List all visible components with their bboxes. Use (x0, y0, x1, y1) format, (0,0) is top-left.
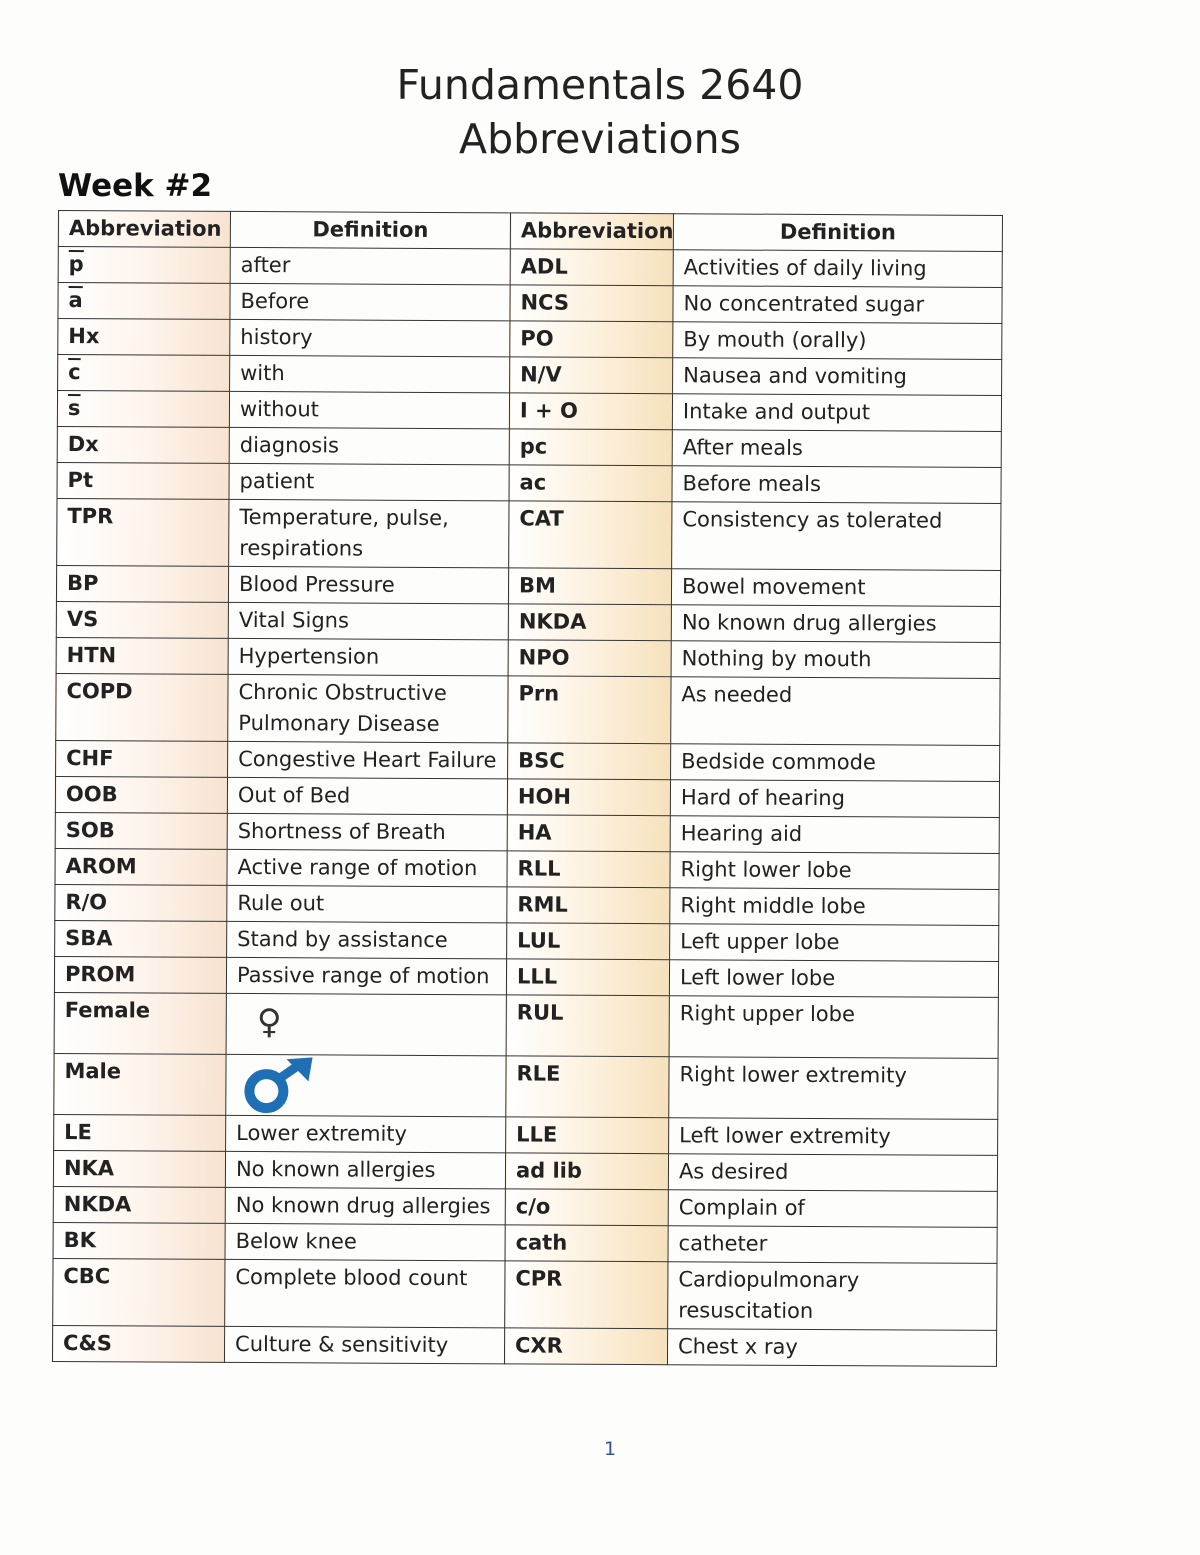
abbreviation-cell-text: Pt (67, 468, 94, 493)
definition-cell (672, 430, 1001, 468)
definition-cell (226, 957, 506, 994)
abbreviation-cell-text: CHF (66, 746, 114, 771)
table-row (52, 1325, 996, 1366)
definition-cell (229, 499, 509, 567)
table-row (58, 319, 1002, 360)
abbreviation-cell-text: $\overline{p}$ (68, 252, 84, 277)
definition-cell (227, 849, 507, 886)
abbreviation-cell (57, 426, 229, 463)
definition-cell-text: Shortness of Breath (237, 818, 446, 845)
definition-cell-text: Consistency as tolerated (682, 507, 943, 533)
definition-cell-text: Left upper lobe (680, 929, 840, 955)
abbreviation-cell (505, 1261, 668, 1329)
abbreviation-cell-text: Dx (67, 432, 99, 457)
table-row (53, 1258, 997, 1330)
abbreviation-cell (508, 604, 671, 641)
abbreviation-cell-text: HOH (517, 784, 572, 809)
abbreviation-cell-text: Hx (68, 324, 100, 349)
definition-cell-text: No known allergies (235, 1156, 436, 1182)
table-row (55, 884, 999, 925)
abbreviation-cell (510, 357, 673, 394)
table-row (56, 673, 1000, 745)
abbreviation-cell (504, 1328, 667, 1365)
abbreviation-cell-text: LLL (516, 964, 558, 989)
abbreviation-cell-text: cath (515, 1230, 568, 1255)
definition-cell (224, 1326, 504, 1363)
definition-cell (226, 1115, 506, 1152)
definition-cell-text: As desired (678, 1159, 789, 1184)
abbreviation-cell (55, 884, 227, 921)
definition-cell-text: Nausea and vomiting (683, 363, 907, 389)
abbreviation-cell-text: Male (64, 1059, 122, 1084)
definition-cell (229, 391, 509, 428)
header-abbreviation-1: Abbreviation (58, 211, 230, 248)
definition-cell-text: after (240, 252, 291, 278)
abbreviation-cell-text: $\overline{s}$ (67, 396, 81, 421)
abbreviation-cell-text: C&S (63, 1331, 112, 1356)
abbreviation-cell (509, 429, 672, 466)
abbreviation-cell-text: BSC (518, 748, 565, 773)
definition-cell (230, 319, 510, 356)
table-row (53, 1186, 997, 1227)
definition-cell-text: Below knee (235, 1228, 357, 1254)
definition-cell (669, 996, 998, 1059)
female-symbol-icon: ♀ (256, 1002, 282, 1043)
definition-cell (673, 322, 1002, 360)
abbreviation-cell (510, 321, 673, 358)
abbreviation-cell-text: PROM (64, 962, 136, 987)
table-row (54, 956, 998, 997)
abbreviation-cell (505, 1153, 668, 1190)
table-row (57, 498, 1001, 570)
abbreviation-cell (58, 355, 230, 392)
document-title (0, 58, 1200, 166)
definition-cell (669, 960, 998, 998)
definition-cell-text: By mouth (orally) (683, 327, 867, 353)
definition-cell-text: Hearing aid (680, 821, 803, 846)
abbreviation-cell (508, 568, 671, 605)
abbreviation-cell (57, 462, 229, 499)
definition-cell (227, 885, 507, 922)
title-line-1: Fundamentals 2640 (396, 61, 804, 109)
definition-cell-text: No known drug allergies (681, 610, 937, 636)
definition-cell-text: Bedside commode (681, 749, 876, 775)
table-header-row (58, 211, 1002, 252)
table-body (52, 247, 1002, 1367)
title-line-2: Abbreviations (459, 115, 741, 163)
abbreviation-cell-text: R/O (65, 890, 108, 915)
definition-cell-text: Rule out (237, 890, 325, 916)
definition-cell (228, 602, 508, 639)
table-row (56, 601, 1000, 642)
abbreviation-cell (506, 1056, 669, 1118)
abbreviation-cell-text: OOB (65, 782, 118, 807)
abbreviation-cell-text: ADL (520, 254, 568, 279)
table-row (55, 920, 999, 961)
definition-cell-text: Intake and output (682, 399, 871, 425)
abbreviation-cell (53, 1186, 225, 1223)
definition-cell-text: history (240, 324, 313, 350)
abbreviation-cell-text: PO (520, 326, 554, 351)
abbreviation-cell-text: TPR (67, 504, 114, 529)
abbreviation-cell (52, 1325, 224, 1362)
abbreviations-table (52, 210, 1003, 1367)
definition-cell (671, 641, 1000, 679)
abbreviation-cell (53, 1222, 225, 1259)
abbreviation-cell-text: HTN (66, 643, 117, 668)
definition-cell-text: Hard of hearing (680, 785, 846, 811)
definition-cell (673, 358, 1002, 396)
abbreviation-cell-text: NKDA (518, 609, 587, 634)
definition-cell-text: Passive range of motion (236, 962, 490, 989)
definition-cell-text: Chronic Obstructive Pulmonary Disease (238, 679, 447, 737)
definition-cell-text: Right lower extremity (679, 1062, 907, 1088)
table-row (53, 1150, 997, 1191)
abbreviation-cell-text: VS (66, 607, 99, 632)
abbreviation-cell (508, 640, 671, 677)
definition-cell (227, 921, 507, 958)
abbreviation-cell-text: $\overline{a}$ (68, 288, 83, 313)
abbreviation-cell (55, 812, 227, 849)
definition-cell-text: No concentrated sugar (683, 291, 925, 317)
abbreviation-cell (53, 1150, 225, 1187)
definition-cell-text: Hypertension (238, 643, 380, 669)
definition-cell (668, 1154, 997, 1192)
definition-cell (226, 993, 506, 1055)
definition-cell (227, 813, 507, 850)
definition-cell-text: Right upper lobe (679, 1001, 855, 1027)
definition-cell (227, 777, 507, 814)
definition-cell (668, 1226, 997, 1264)
abbreviation-cell (506, 1117, 669, 1154)
abbreviation-cell-text: NCS (520, 290, 570, 315)
abbreviation-cell-text: LLE (516, 1122, 558, 1147)
table-row (55, 848, 999, 889)
abbreviation-cell (54, 1053, 226, 1115)
definition-cell-text: Vital Signs (238, 607, 350, 633)
abbreviation-cell-text: I + O (519, 398, 578, 423)
table-row (56, 565, 1000, 606)
abbreviation-cell-text: RUL (516, 1000, 564, 1025)
abbreviation-cell (56, 673, 228, 741)
abbreviation-cell-text: N/V (520, 362, 562, 387)
definition-cell (672, 466, 1001, 504)
table-row (55, 776, 999, 817)
abbreviation-cell-text: NKA (63, 1156, 115, 1181)
abbreviation-cell (509, 393, 672, 430)
abbreviation-cell-text: SBA (65, 926, 113, 951)
definition-cell-text: Congestive Heart Failure (238, 746, 497, 773)
abbreviation-cell (54, 956, 226, 993)
abbreviation-cell-text: RML (517, 892, 568, 917)
definition-cell (230, 355, 510, 392)
abbreviation-cell (58, 247, 230, 284)
definition-cell (669, 1057, 998, 1120)
abbreviation-cell (509, 465, 672, 502)
abbreviation-cell (510, 285, 673, 322)
definition-cell (669, 1118, 998, 1156)
abbreviation-cell-text: $\overline{c}$ (68, 360, 81, 385)
table-row (53, 1222, 997, 1263)
definition-cell-text: Cardiopulmonary resuscitation (678, 1267, 860, 1323)
abbreviation-cell (54, 992, 226, 1054)
definition-cell (671, 605, 1000, 643)
table-row (54, 992, 998, 1058)
definition-cell (670, 852, 999, 890)
abbreviation-cell (58, 283, 230, 320)
definition-cell-text: Lower extremity (236, 1120, 408, 1146)
abbreviation-cell-text: RLE (516, 1061, 561, 1086)
definition-cell (668, 1262, 997, 1331)
definition-cell-text: No known drug allergies (235, 1192, 491, 1219)
abbreviation-cell-text: CBC (63, 1264, 111, 1289)
definition-cell-text: Out of Bed (237, 782, 351, 808)
definition-cell-text: Complete blood count (235, 1264, 468, 1291)
header-definition-2: Definition (673, 214, 1002, 252)
abbreviation-cell-text: CAT (519, 506, 564, 531)
definition-cell-text: Left lower lobe (679, 965, 836, 991)
definition-cell (225, 1223, 505, 1260)
definition-cell (673, 250, 1002, 288)
abbreviation-cell (55, 920, 227, 957)
table-row (54, 1053, 998, 1119)
definition-cell (671, 744, 1000, 782)
abbreviation-cell (57, 498, 229, 566)
definition-cell (670, 780, 999, 818)
header-definition-1: Definition (230, 211, 510, 248)
table-row (58, 247, 1002, 288)
abbreviation-cell-text: Female (64, 998, 151, 1023)
table-row (57, 462, 1001, 503)
definition-cell-text: Right lower lobe (680, 857, 852, 883)
definition-cell (228, 741, 508, 778)
abbreviation-cell (56, 740, 228, 777)
abbreviation-cell (507, 815, 670, 852)
abbreviation-cell (507, 887, 670, 924)
abbreviation-cell (54, 1114, 226, 1151)
abbreviation-cell-text: LE (64, 1120, 92, 1145)
abbreviation-cell-text: NKDA (63, 1192, 132, 1217)
abbreviation-cell-text: CXR (514, 1333, 563, 1358)
definition-cell (667, 1329, 996, 1367)
table-row (56, 740, 1000, 781)
abbreviation-cell-text: pc (519, 434, 548, 459)
definition-cell (670, 924, 999, 962)
definition-cell (670, 816, 999, 854)
abbreviation-cell (507, 851, 670, 888)
definition-cell-text: with (240, 360, 285, 386)
abbreviation-cell (55, 776, 227, 813)
definition-cell-text: diagnosis (239, 432, 340, 458)
definition-cell (230, 247, 510, 284)
abbreviation-cell-text: NPO (518, 645, 570, 670)
abbreviation-cell (508, 676, 671, 744)
abbreviation-cell (56, 637, 228, 674)
table-row (58, 283, 1002, 324)
definition-cell-text: Before meals (682, 471, 821, 496)
definition-cell (672, 394, 1001, 432)
definition-cell-text: Temperature, pulse, respirations (239, 504, 449, 561)
table-row (58, 355, 1002, 396)
header-abbreviation-2: Abbreviation (510, 213, 673, 250)
abbreviation-cell-text: RLL (517, 856, 561, 881)
table-row (57, 391, 1001, 432)
abbreviation-cell-text: LUL (517, 928, 561, 953)
abbreviation-cell-text: ac (519, 470, 547, 495)
definition-cell-text: Right middle lobe (680, 893, 866, 919)
abbreviation-cell (508, 743, 671, 780)
definition-cell (225, 1259, 505, 1327)
definition-cell (228, 566, 508, 603)
definition-cell (229, 427, 509, 464)
definition-cell-text: patient (239, 468, 315, 494)
abbreviation-cell-text: AROM (65, 854, 137, 879)
definition-cell (225, 1151, 505, 1188)
abbreviation-cell-text: Prn (518, 681, 560, 706)
abbreviation-cell (505, 1225, 668, 1262)
definition-cell (670, 888, 999, 926)
definition-cell (228, 638, 508, 675)
definition-cell-text: Left lower extremity (679, 1123, 891, 1149)
abbreviation-cell (57, 391, 229, 428)
definition-cell-text: As needed (681, 682, 793, 707)
abbreviation-cell-text: HA (517, 820, 552, 845)
abbreviation-cell (509, 501, 672, 569)
definition-cell-text: Bowel movement (681, 574, 866, 600)
definition-cell-text: Culture & sensitivity (235, 1331, 449, 1358)
definition-cell-text: Chest x ray (677, 1334, 798, 1359)
abbreviation-cell-text: COPD (66, 679, 133, 704)
table-row (57, 426, 1001, 467)
abbreviation-cell (56, 565, 228, 602)
male-symbol-icon (236, 1057, 495, 1114)
definition-cell-text: Stand by assistance (237, 926, 448, 953)
abbreviation-cell (507, 779, 670, 816)
table-row (54, 1114, 998, 1155)
abbreviation-cell-text: SOB (65, 818, 115, 843)
table-row (55, 812, 999, 853)
abbreviation-cell (506, 959, 669, 996)
abbreviation-cell-text: BP (66, 571, 99, 596)
definition-cell (230, 283, 510, 320)
definition-cell (672, 502, 1001, 571)
definition-cell-text: without (239, 396, 319, 422)
abbreviation-cell (55, 848, 227, 885)
page-number: 1 (603, 1438, 617, 1460)
abbreviation-cell-text: CPR (515, 1266, 563, 1291)
definition-cell (226, 1054, 506, 1116)
definition-cell-text: Blood Pressure (238, 571, 395, 597)
definition-cell (225, 1187, 505, 1224)
definition-cell-text: Nothing by mouth (681, 646, 872, 672)
abbreviation-cell-text: BK (63, 1228, 96, 1253)
definition-cell (671, 569, 1000, 607)
definition-cell (671, 677, 1000, 746)
abbreviation-cell (510, 249, 673, 286)
definition-cell-text: Active range of motion (237, 854, 478, 881)
abbreviation-cell (506, 995, 669, 1057)
definition-cell-text: Complain of (678, 1195, 805, 1220)
definition-cell-text: After meals (682, 435, 803, 460)
week-heading: Week #2 (58, 168, 213, 204)
abbreviation-cell (58, 319, 230, 356)
abbreviation-cell-text: BM (518, 573, 557, 598)
abbreviation-cell (53, 1258, 225, 1326)
abbreviation-cell (56, 601, 228, 638)
definition-cell-text: Activities of daily living (683, 255, 927, 281)
abbreviation-cell (505, 1189, 668, 1226)
definition-cell (668, 1190, 997, 1228)
definition-cell (228, 674, 508, 742)
abbreviation-cell-text: c/o (515, 1194, 551, 1219)
definition-cell (229, 463, 509, 500)
definition-cell (673, 286, 1002, 324)
table-row (56, 637, 1000, 678)
definition-cell-text: catheter (678, 1231, 768, 1256)
abbreviation-cell (507, 923, 670, 960)
definition-cell-text: Before (240, 288, 310, 314)
abbreviation-cell-text: ad lib (515, 1158, 582, 1183)
